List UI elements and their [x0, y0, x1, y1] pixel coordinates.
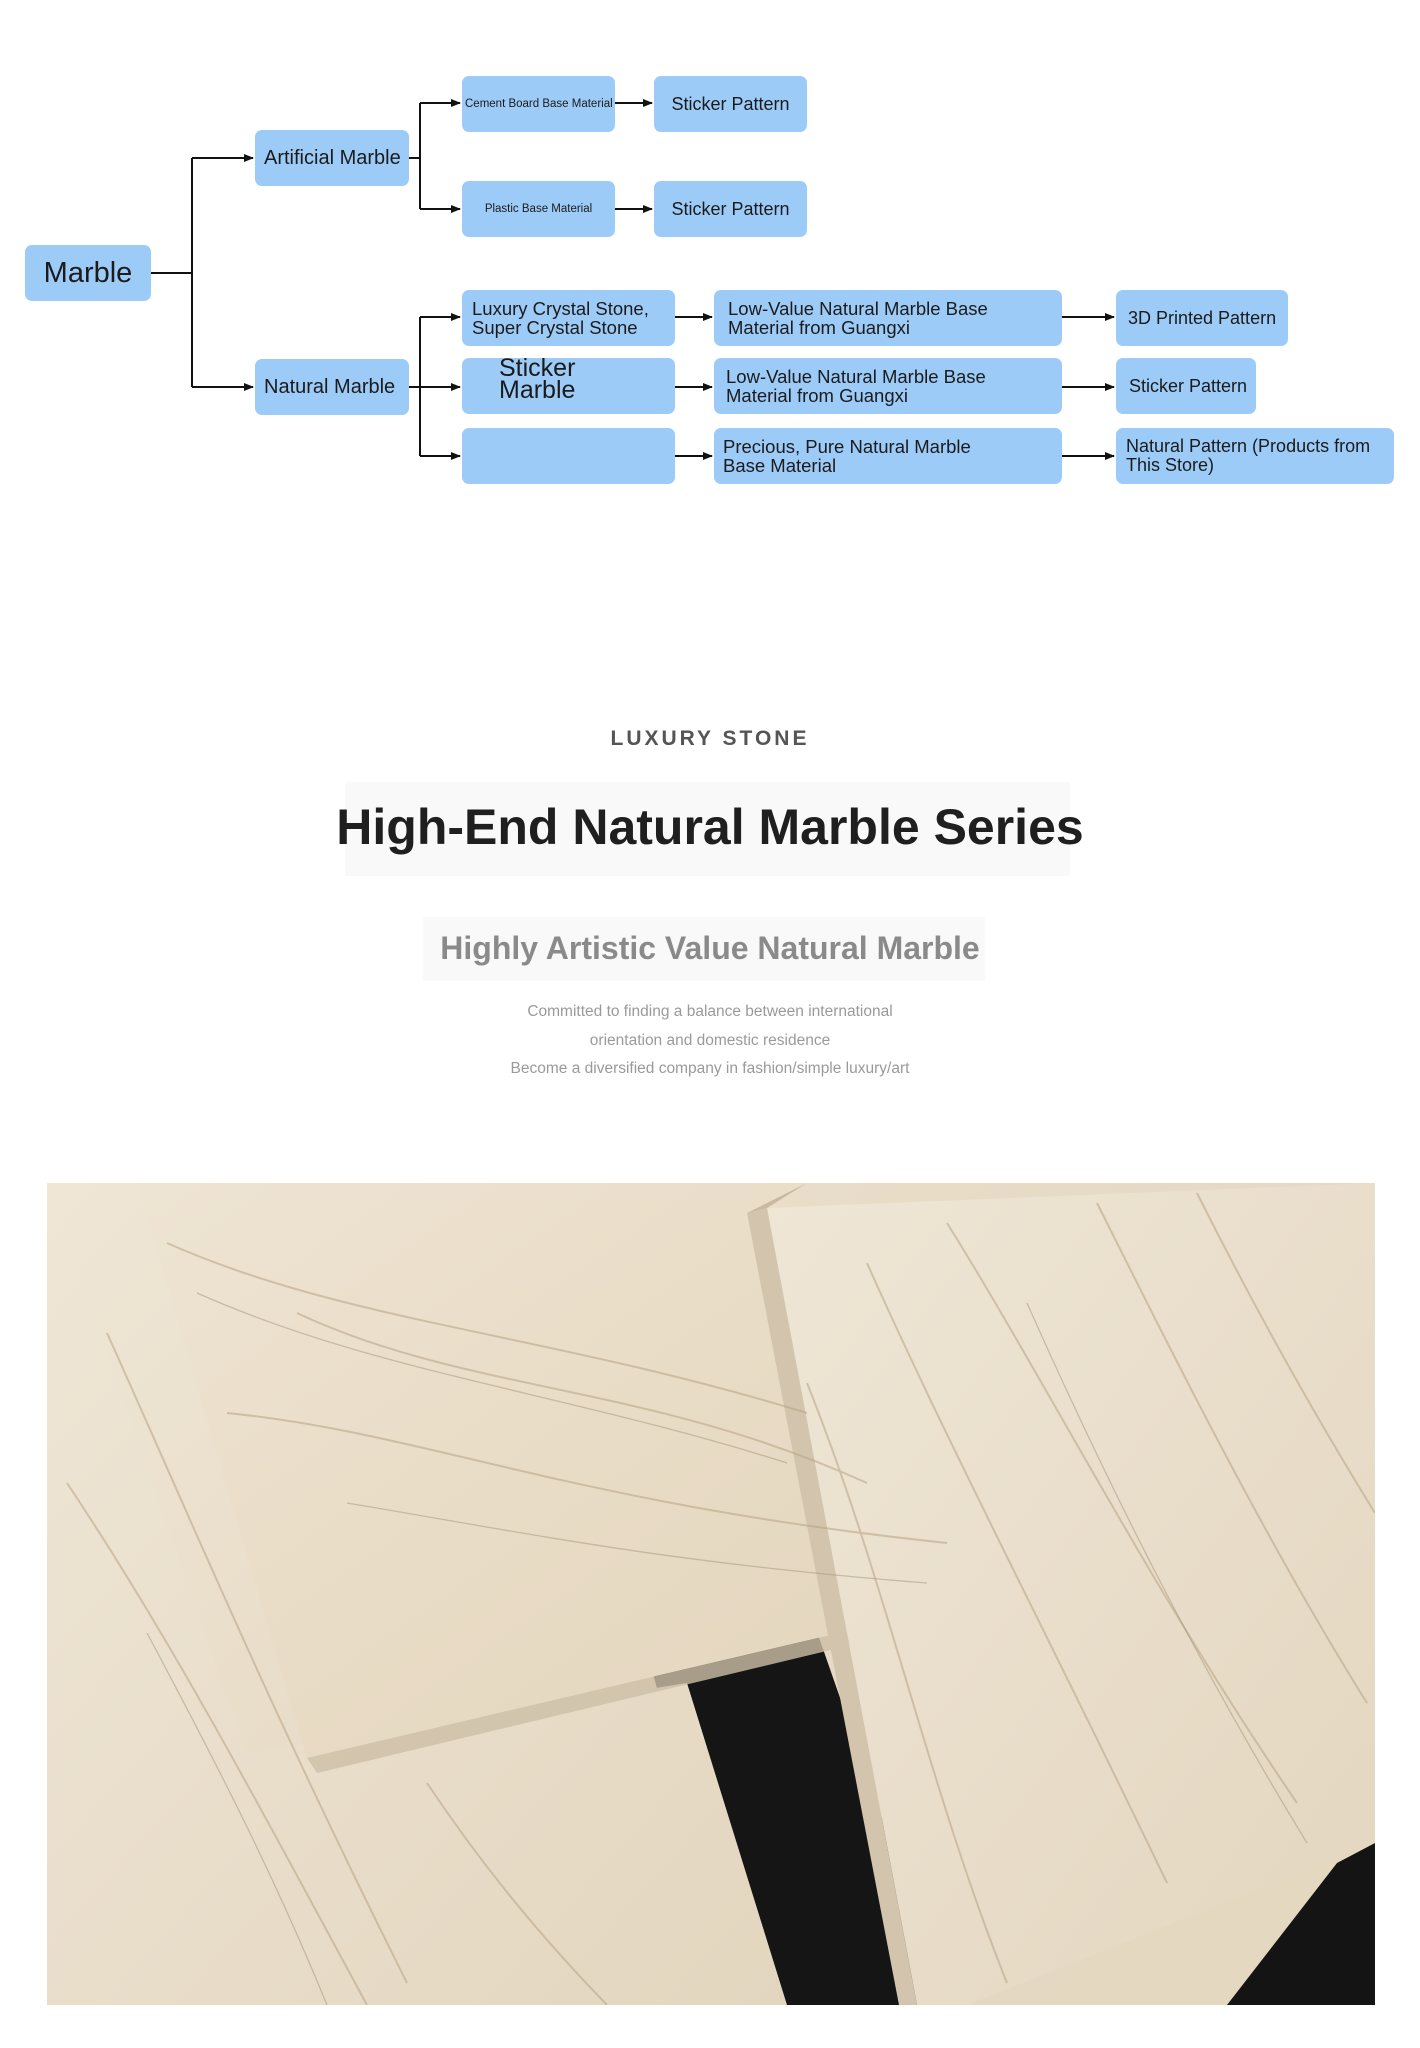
node-crystal-base-material [714, 290, 1062, 346]
node-marble-label: Marble [43, 256, 133, 289]
node-natural-pattern-label: Natural Pattern (Products from This Store) [1126, 436, 1371, 475]
connector-artificial-trunk [409, 103, 420, 209]
node-pure-luxury-stone [462, 428, 675, 484]
node-3d-printed-pattern-label: 3D Printed Pattern [1128, 307, 1277, 328]
node-sticker-base-material-label: Low-Value Natural Marble Base Material from Guangxi [726, 365, 986, 406]
node-precious-base-material-label: Precious, Pure Natural Marble Base Material [723, 435, 971, 476]
marble-slabs-photo [47, 1183, 1375, 2005]
connector-natural-trunk [409, 317, 420, 456]
node-artificial-marble [255, 130, 409, 186]
marble-classification-diagram [0, 0, 1420, 520]
eyebrow-label: LUXURY STONE [610, 727, 810, 750]
node-3d-printed-pattern [1116, 290, 1288, 346]
description-line-3: Become a diversified company in fashion/simple luxury/art [510, 1060, 910, 1077]
node-plastic-sticker-pattern [654, 181, 807, 237]
node-plastic-sticker-pattern-label: Sticker Pattern [671, 198, 790, 219]
node-plastic-base-label: Plastic Base Material [484, 202, 593, 215]
description-line-2: orientation and domestic residence [589, 1032, 831, 1049]
node-pure-luxury-stone-label [472, 430, 665, 483]
node-plastic-base [462, 181, 615, 237]
node-natural-pattern [1116, 428, 1394, 484]
node-cement-board [462, 76, 615, 132]
node-natural-sticker-pattern [1116, 358, 1256, 414]
node-cement-sticker-pattern-label: Sticker Pattern [671, 93, 790, 114]
node-sticker-marble-label: Sticker Marble [499, 354, 576, 404]
node-cement-board-label: Cement Board Base Material [465, 97, 613, 110]
node-natural-marble [255, 359, 409, 415]
node-crystal-stone [462, 290, 675, 346]
node-sticker-base-material [714, 358, 1062, 414]
node-crystal-stone-label: Luxury Crystal Stone, Super Crystal Stone [472, 297, 649, 338]
node-natural-sticker-pattern-label: Sticker Pattern [1129, 375, 1248, 396]
description-line-1: Committed to finding a balance between international [527, 1003, 893, 1020]
node-marble [25, 245, 151, 301]
node-crystal-base-material-label: Low-Value Natural Marble Base Material from Guangxi [728, 297, 988, 338]
page-subtitle: Highly Artistic Value Natural Marble [440, 930, 980, 966]
node-natural-marble-label: Natural Marble [264, 375, 396, 398]
marble-slabs-illustration [47, 1183, 1375, 2005]
node-artificial-marble-label: Artificial Marble [264, 146, 401, 169]
node-cement-sticker-pattern [654, 76, 807, 132]
connector-marble-trunk [151, 158, 192, 387]
node-precious-base-material [714, 428, 1062, 484]
node-sticker-marble [462, 354, 675, 414]
page-title: High-End Natural Marble Series [336, 799, 1084, 855]
